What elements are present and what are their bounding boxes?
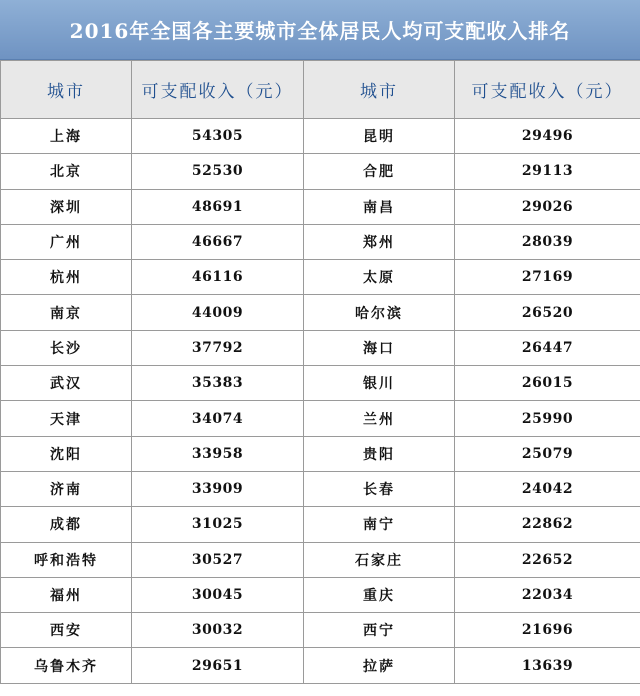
table-row [1,613,640,648]
city-right-cell: 太原 [304,260,455,295]
table-row [1,401,640,436]
income-left-cell: 29651 [132,648,304,683]
city-left-cell: 乌鲁木齐 [1,648,132,683]
income-left-cell: 30045 [132,577,304,612]
city-right-cell: 昆明 [304,119,455,154]
income-left-cell: 52530 [132,154,304,189]
income-left-cell: 48691 [132,189,304,224]
city-right-cell: 贵阳 [304,436,455,471]
income-left-cell: 30527 [132,542,304,577]
city-right-cell: 石家庄 [304,542,455,577]
city-left-cell: 济南 [1,471,132,506]
city-right-cell: 重庆 [304,577,455,612]
table-body [1,119,640,684]
income-right-cell: 22862 [455,507,640,542]
city-left-cell: 杭州 [1,260,132,295]
city-right-cell: 合肥 [304,154,455,189]
table-title: 2016年全国各主要城市全体居民人均可支配收入排名 [0,0,640,60]
city-left-cell: 成都 [1,507,132,542]
header-city-right: 城市 [304,61,455,119]
income-left-cell: 37792 [132,330,304,365]
table-row [1,436,640,471]
city-left-cell: 上海 [1,119,132,154]
income-left-cell: 33909 [132,471,304,506]
city-left-cell: 长沙 [1,330,132,365]
city-left-cell: 广州 [1,224,132,259]
income-right-cell: 21696 [455,613,640,648]
city-right-cell: 郑州 [304,224,455,259]
city-right-cell: 海口 [304,330,455,365]
city-right-cell: 哈尔滨 [304,295,455,330]
income-right-cell: 26015 [455,366,640,401]
city-left-cell: 沈阳 [1,436,132,471]
table-row [1,648,640,683]
income-right-cell: 28039 [455,224,640,259]
city-left-cell: 天津 [1,401,132,436]
city-left-cell: 呼和浩特 [1,542,132,577]
city-right-cell: 拉萨 [304,648,455,683]
income-left-cell: 46667 [132,224,304,259]
income-right-cell: 29026 [455,189,640,224]
income-left-cell: 30032 [132,613,304,648]
income-right-cell: 26447 [455,330,640,365]
city-left-cell: 福州 [1,577,132,612]
income-right-cell: 22652 [455,542,640,577]
table-row [1,154,640,189]
income-right-cell: 27169 [455,260,640,295]
city-right-cell: 南宁 [304,507,455,542]
city-right-cell: 银川 [304,366,455,401]
income-left-cell: 34074 [132,401,304,436]
header-income-right: 可支配收入（元） [455,61,640,119]
city-left-cell: 南京 [1,295,132,330]
city-left-cell: 武汉 [1,366,132,401]
income-right-cell: 13639 [455,648,640,683]
income-right-cell: 22034 [455,577,640,612]
income-right-cell: 25990 [455,401,640,436]
income-left-cell: 31025 [132,507,304,542]
income-left-cell: 35383 [132,366,304,401]
city-left-cell: 西安 [1,613,132,648]
city-right-cell: 西宁 [304,613,455,648]
income-right-cell: 26520 [455,295,640,330]
header-income-left: 可支配收入（元） [132,61,304,119]
income-ranking-table [0,60,640,684]
income-right-cell: 25079 [455,436,640,471]
table-row [1,577,640,612]
city-left-cell: 深圳 [1,189,132,224]
city-right-cell: 南昌 [304,189,455,224]
table-row [1,295,640,330]
income-right-cell: 29113 [455,154,640,189]
table-row [1,119,640,154]
table-row [1,542,640,577]
table-row [1,471,640,506]
income-right-cell: 24042 [455,471,640,506]
table-row [1,224,640,259]
city-right-cell: 长春 [304,471,455,506]
header-row [1,61,640,119]
income-left-cell: 54305 [132,119,304,154]
table-row [1,366,640,401]
city-left-cell: 北京 [1,154,132,189]
income-left-cell: 33958 [132,436,304,471]
income-left-cell: 46116 [132,260,304,295]
income-left-cell: 44009 [132,295,304,330]
table-row [1,507,640,542]
header-city-left: 城市 [1,61,132,119]
table-row [1,189,640,224]
income-right-cell: 29496 [455,119,640,154]
city-right-cell: 兰州 [304,401,455,436]
table-row [1,260,640,295]
table-row [1,330,640,365]
